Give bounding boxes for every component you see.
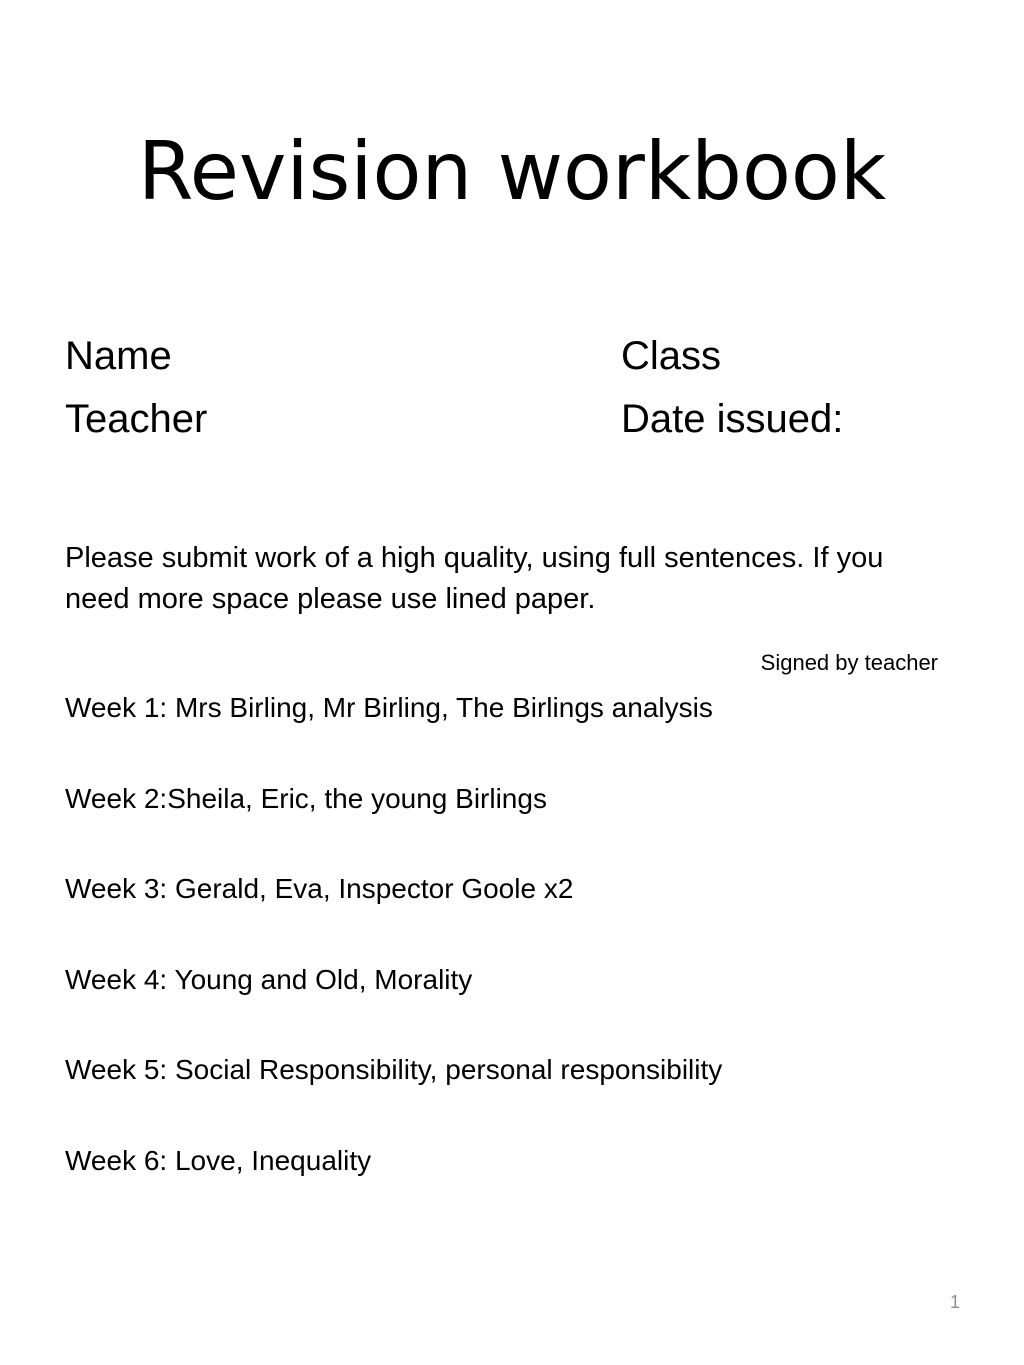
week-item: Week 3: Gerald, Eva, Inspector Goole x2: [65, 873, 574, 904]
page-title: Revision workbook: [137, 125, 887, 218]
class-label: Class: [621, 334, 722, 378]
week-item: Week 1: Mrs Birling, Mr Birling, The Birlings analysis: [65, 692, 713, 723]
week-item: Week 2:Sheila, Eric, the young Birlings: [65, 782, 547, 814]
instructions-text: Please submit work of a high quality, using full sentences. If you need more space please use lined paper.: [65, 542, 884, 615]
teacher-label: Teacher: [65, 397, 208, 441]
week-item: Week 6: Love, Inequality: [65, 1144, 372, 1176]
date-issued-label: Date issued:: [621, 397, 844, 441]
week-item: Week 5: Social Responsibility, personal responsibility: [65, 1054, 723, 1085]
signed-by-teacher-label: Signed by teacher: [760, 650, 938, 675]
page-number: 1: [949, 1292, 960, 1312]
week-item: Week 4: Young and Old, Morality: [65, 963, 473, 995]
name-label: Name: [65, 334, 172, 378]
weeks-list: [65, 688, 722, 1231]
